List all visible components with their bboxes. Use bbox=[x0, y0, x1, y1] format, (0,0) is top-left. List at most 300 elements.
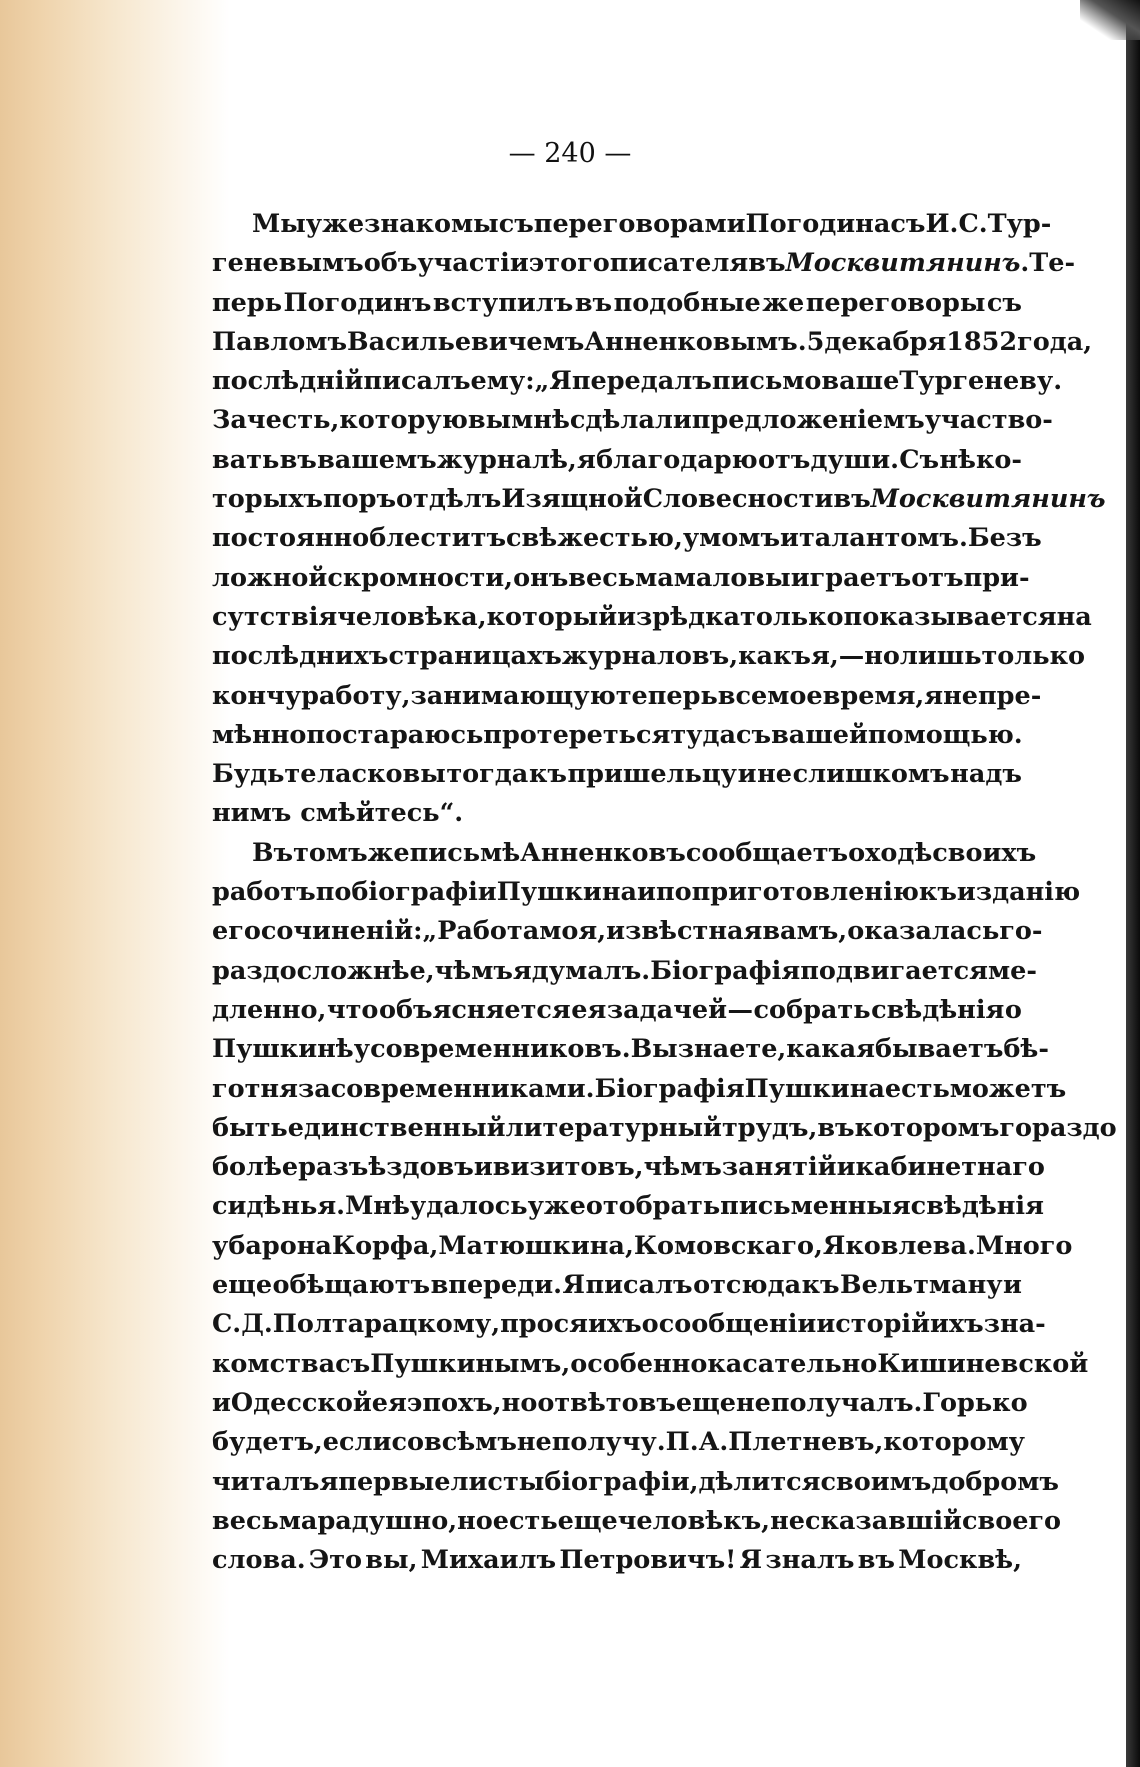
word: не bbox=[735, 1387, 771, 1418]
word: страницахъ bbox=[388, 641, 562, 672]
word: получалъ. bbox=[770, 1387, 923, 1418]
word: нѣко- bbox=[939, 444, 1022, 475]
word: предложеніемъ bbox=[691, 405, 925, 436]
word: и bbox=[637, 877, 656, 908]
word: теперь bbox=[615, 680, 718, 711]
word: и bbox=[473, 1152, 493, 1183]
word: Вельтману bbox=[840, 1270, 1003, 1301]
word: отсюда bbox=[693, 1270, 802, 1301]
word: Безъ bbox=[967, 523, 1042, 554]
text-line bbox=[212, 598, 1092, 637]
word: умомъ bbox=[682, 523, 781, 554]
word: Погодина bbox=[745, 209, 891, 239]
word: уже bbox=[305, 209, 365, 239]
word: быть bbox=[212, 1112, 288, 1143]
word: дленно, bbox=[212, 994, 327, 1025]
word: Погодинъ bbox=[283, 287, 432, 318]
text-line bbox=[212, 441, 1022, 480]
word: Тур- bbox=[987, 209, 1052, 239]
word: туда bbox=[670, 719, 736, 750]
italic-title: Москвитянинъ bbox=[870, 484, 1106, 515]
word: писателя bbox=[609, 248, 749, 279]
word: разъѣздовъ bbox=[298, 1152, 474, 1183]
word: отъ bbox=[911, 562, 964, 593]
page-binding-edge bbox=[1126, 0, 1140, 1767]
word: переговорами bbox=[533, 209, 746, 239]
body-text bbox=[212, 205, 1117, 1580]
text-line bbox=[212, 559, 1030, 598]
italic-title: Москвитянинъ bbox=[785, 248, 1021, 279]
word: время, bbox=[822, 680, 925, 711]
word: я bbox=[924, 680, 944, 711]
text-line bbox=[212, 716, 1022, 755]
word: объ bbox=[363, 248, 418, 279]
word: слова. bbox=[212, 1545, 306, 1576]
word: Тургеневу. bbox=[899, 366, 1063, 397]
word: весьма bbox=[568, 562, 674, 593]
word: извѣстная bbox=[606, 916, 763, 947]
word: касательно bbox=[707, 1348, 878, 1379]
word: зналъ bbox=[765, 1545, 855, 1576]
word: лишь bbox=[899, 641, 982, 672]
word: вать bbox=[212, 444, 280, 475]
word: Мнѣ bbox=[345, 1191, 410, 1222]
word: подвигается bbox=[800, 955, 989, 986]
word: Горько bbox=[922, 1387, 1028, 1418]
word: вашемъ bbox=[317, 444, 437, 475]
word: Словесности bbox=[642, 484, 834, 515]
word: литературный bbox=[505, 1112, 722, 1143]
word: я bbox=[577, 444, 596, 475]
word: обѣщаютъ bbox=[272, 1270, 431, 1301]
word: мало bbox=[673, 562, 748, 593]
word: Біографія bbox=[594, 1073, 745, 1104]
word: талантомъ. bbox=[798, 523, 968, 554]
word: знаете, bbox=[677, 1034, 787, 1065]
word: кабинетнаго bbox=[855, 1152, 1045, 1183]
text-line bbox=[212, 1384, 1028, 1423]
word: Михаилъ bbox=[420, 1545, 557, 1576]
word: же bbox=[367, 837, 410, 868]
word: прося bbox=[500, 1309, 588, 1340]
word: сидѣнья. bbox=[212, 1191, 346, 1222]
word: раздо bbox=[212, 955, 297, 986]
word: 1852 bbox=[946, 326, 1018, 357]
word: торыхъ bbox=[212, 484, 323, 515]
word: Павломъ bbox=[212, 326, 348, 357]
word: вамъ, bbox=[762, 916, 848, 947]
word: по bbox=[655, 877, 692, 908]
word: на bbox=[1056, 601, 1092, 632]
word: ме- bbox=[988, 955, 1037, 986]
word: А. bbox=[698, 1427, 729, 1458]
word: писалъ bbox=[585, 1270, 693, 1301]
word: весьма bbox=[212, 1505, 318, 1536]
text-line bbox=[212, 873, 1081, 912]
word: Анненковъ bbox=[520, 837, 686, 868]
word: „Я bbox=[534, 366, 572, 397]
word: 5 bbox=[806, 326, 825, 357]
word: Мы bbox=[252, 209, 306, 239]
word: выиграетъ bbox=[747, 562, 912, 593]
word: сообщаетъ bbox=[685, 837, 849, 868]
word: который bbox=[486, 601, 618, 632]
word: эпохъ, bbox=[406, 1387, 502, 1418]
word: своимъ bbox=[820, 1466, 932, 1497]
text-line bbox=[212, 362, 1063, 401]
word: радушно, bbox=[317, 1505, 458, 1536]
word: чѣмъ bbox=[434, 955, 513, 986]
page-corner-shadow bbox=[1080, 0, 1140, 40]
word: свѣжестью, bbox=[506, 523, 683, 554]
word: Пушкина bbox=[496, 877, 638, 908]
word: я bbox=[512, 955, 532, 986]
word: Москвитянинъ. bbox=[786, 244, 1030, 283]
word: бѣ- bbox=[1003, 1034, 1049, 1065]
word: въ bbox=[279, 444, 317, 475]
word: протереться bbox=[483, 719, 671, 750]
word: дѣлится bbox=[698, 1466, 821, 1497]
word: своихъ bbox=[932, 837, 1037, 868]
text-line bbox=[212, 834, 1037, 873]
word: еще bbox=[675, 1387, 736, 1418]
word: Пушкинымъ, bbox=[370, 1348, 571, 1379]
word: геневымъ bbox=[212, 248, 364, 279]
word: къ bbox=[801, 1270, 840, 1301]
word: Пушкинѣ bbox=[212, 1034, 354, 1065]
word: которую bbox=[339, 405, 468, 436]
word: Я bbox=[739, 1545, 763, 1576]
word: письменныя bbox=[720, 1191, 911, 1222]
word: же bbox=[762, 287, 805, 318]
word: блеститъ bbox=[369, 523, 507, 554]
word: только bbox=[740, 601, 844, 632]
word: За bbox=[212, 405, 247, 436]
word: къ bbox=[918, 877, 957, 908]
word: Я bbox=[562, 1270, 585, 1301]
text-line bbox=[212, 1541, 1022, 1580]
word: души. bbox=[810, 444, 900, 475]
word: по bbox=[315, 877, 352, 908]
word: Васильевичемъ bbox=[347, 326, 585, 357]
word: переговоры bbox=[805, 287, 986, 318]
word: кончу bbox=[212, 680, 302, 711]
word: участіи bbox=[417, 248, 529, 279]
word: свѣдѣнія bbox=[871, 994, 1005, 1025]
word: о bbox=[641, 1309, 659, 1340]
word: послѣднихъ bbox=[212, 641, 389, 672]
word: писалъ bbox=[363, 366, 471, 397]
text-line bbox=[212, 794, 1022, 833]
word: передалъ bbox=[571, 366, 712, 397]
word: письмо bbox=[711, 366, 822, 397]
word: журналѣ, bbox=[436, 444, 577, 475]
word: изданію bbox=[956, 877, 1081, 908]
word: добромъ bbox=[931, 1466, 1059, 1497]
word: о bbox=[1004, 994, 1022, 1025]
text-line bbox=[212, 1030, 1049, 1069]
word: все bbox=[717, 680, 768, 711]
word: журналовъ, bbox=[561, 641, 739, 672]
word: слишкомъ bbox=[792, 759, 950, 790]
word: у bbox=[212, 1230, 229, 1261]
word: и bbox=[212, 1387, 231, 1418]
word: читалъ bbox=[212, 1466, 320, 1497]
word: сложнѣе, bbox=[296, 955, 435, 986]
word: сообщеніи bbox=[658, 1309, 817, 1340]
word: современниками. bbox=[330, 1073, 595, 1104]
word: декабря bbox=[824, 326, 947, 357]
word: задачей bbox=[606, 994, 727, 1025]
word: будетъ, bbox=[212, 1427, 323, 1458]
word: помощью. bbox=[867, 719, 1023, 750]
word: вступилъ bbox=[432, 287, 574, 318]
word: подобные bbox=[613, 287, 761, 318]
word: поръ bbox=[322, 484, 397, 515]
word: Пушкина bbox=[744, 1073, 885, 1104]
word: Д. bbox=[241, 1309, 273, 1340]
word: мѣнно bbox=[212, 719, 307, 750]
text-line bbox=[212, 401, 1053, 440]
word: гораздо bbox=[999, 1112, 1117, 1143]
word: томъ bbox=[293, 837, 368, 868]
word: есть bbox=[492, 1505, 558, 1536]
word: сдѣлали bbox=[569, 405, 692, 436]
word: исторій bbox=[816, 1309, 931, 1340]
word: не bbox=[757, 759, 793, 790]
text-line bbox=[212, 1423, 1025, 1462]
text-line bbox=[212, 1187, 1044, 1226]
word: моя, bbox=[539, 916, 607, 947]
word: болѣе bbox=[212, 1152, 299, 1183]
word: но bbox=[501, 1387, 538, 1418]
word: въ bbox=[574, 287, 613, 318]
word: барона bbox=[228, 1230, 332, 1261]
word: при- bbox=[963, 562, 1030, 593]
word: Яковлева. bbox=[822, 1230, 976, 1261]
word: „Работа bbox=[422, 916, 540, 947]
word: думалъ. bbox=[531, 955, 651, 986]
text-line bbox=[212, 1502, 1062, 1541]
word: этого bbox=[528, 248, 610, 279]
word: письмѣ bbox=[409, 837, 521, 868]
word: получу. bbox=[551, 1427, 666, 1458]
word: И. bbox=[925, 209, 959, 239]
word: онъ bbox=[513, 562, 569, 593]
word: еще bbox=[557, 1505, 618, 1536]
word: Комовскаго, bbox=[633, 1230, 823, 1261]
word: Вы bbox=[630, 1034, 678, 1065]
word: пришельцу bbox=[567, 759, 738, 790]
word: работъ bbox=[212, 877, 316, 908]
word: визитовъ, bbox=[492, 1152, 644, 1183]
word: Много bbox=[975, 1230, 1073, 1261]
word: Полтарацкому, bbox=[272, 1309, 501, 1340]
word: Те- bbox=[1029, 248, 1076, 279]
word: человѣкъ, bbox=[617, 1505, 771, 1536]
word: Анненковымъ. bbox=[584, 326, 807, 357]
word: какъ bbox=[738, 641, 811, 672]
word: П. bbox=[665, 1427, 699, 1458]
word: еще bbox=[212, 1270, 273, 1301]
text-line bbox=[212, 323, 1093, 362]
text-line bbox=[212, 1345, 1089, 1384]
word: какая bbox=[786, 1034, 876, 1065]
word: у bbox=[353, 1034, 371, 1065]
word: приготовленію bbox=[691, 877, 919, 908]
word: первые bbox=[338, 1466, 451, 1497]
word: зна- bbox=[983, 1309, 1046, 1340]
word: я,—но bbox=[811, 641, 900, 672]
word: комства bbox=[212, 1348, 336, 1379]
word: что bbox=[326, 994, 379, 1025]
text-line bbox=[212, 284, 1022, 323]
word: непре- bbox=[943, 680, 1042, 711]
word: участво- bbox=[924, 405, 1053, 436]
word: послѣдній bbox=[212, 366, 364, 397]
word: о bbox=[848, 837, 866, 868]
word: собрать bbox=[753, 994, 871, 1025]
word: занятій bbox=[721, 1152, 837, 1183]
word: постоянно bbox=[212, 523, 370, 554]
text-line bbox=[212, 244, 1076, 283]
word: нимъ bbox=[212, 798, 292, 829]
word: совсѣмъ bbox=[391, 1427, 517, 1458]
text-line bbox=[212, 952, 1037, 991]
word: сказавшій bbox=[804, 1505, 962, 1536]
word: не bbox=[516, 1427, 552, 1458]
word: за bbox=[297, 1073, 331, 1104]
word: вашей bbox=[771, 719, 868, 750]
word: перь bbox=[212, 287, 283, 318]
word: вы bbox=[467, 405, 512, 436]
word bbox=[871, 480, 1106, 519]
word: ему: bbox=[470, 366, 535, 397]
word: сутствія bbox=[212, 601, 338, 632]
word: Біографія bbox=[650, 955, 801, 986]
word: человѣка, bbox=[337, 601, 487, 632]
text-line bbox=[212, 1109, 1117, 1148]
word: показывается bbox=[843, 601, 1057, 632]
text-line bbox=[212, 1266, 1022, 1305]
word: съ bbox=[986, 287, 1022, 318]
word: вы, bbox=[365, 1545, 418, 1576]
word: Корфа, bbox=[331, 1230, 439, 1261]
word: Матюшкина, bbox=[438, 1230, 634, 1261]
text-line bbox=[212, 755, 1022, 794]
word: современниковъ. bbox=[370, 1034, 631, 1065]
word: С. bbox=[958, 209, 988, 239]
word: ложной bbox=[212, 562, 328, 593]
word: ходѣ bbox=[865, 837, 933, 868]
word: ихъ bbox=[587, 1309, 642, 1340]
word: съ bbox=[335, 1348, 371, 1379]
word: Одесской bbox=[230, 1387, 372, 1418]
word: — bbox=[727, 994, 754, 1025]
word: занимающую bbox=[410, 680, 616, 711]
word: Кишиневской bbox=[877, 1348, 1089, 1379]
word: тогда bbox=[446, 759, 529, 790]
word: Съ bbox=[899, 444, 940, 475]
word: съ bbox=[890, 209, 926, 239]
text-line bbox=[212, 637, 1086, 676]
word: Плетневъ, bbox=[728, 1427, 884, 1458]
word: можетъ bbox=[949, 1073, 1067, 1104]
word: къ bbox=[528, 759, 567, 790]
word: въ bbox=[817, 1112, 855, 1143]
text-line bbox=[212, 519, 1042, 558]
word: бываетъ bbox=[875, 1034, 1004, 1065]
word: своего bbox=[961, 1505, 1062, 1536]
word: только bbox=[981, 641, 1086, 672]
word: не bbox=[770, 1505, 805, 1536]
word: свѣдѣнія bbox=[910, 1191, 1044, 1222]
word: объясняется bbox=[378, 994, 571, 1025]
word: Петровичъ! bbox=[559, 1545, 737, 1576]
word: и bbox=[1003, 1270, 1022, 1301]
text-line bbox=[212, 480, 1106, 519]
word: въ bbox=[833, 484, 871, 515]
word: постараюсь bbox=[306, 719, 484, 750]
word: Это bbox=[308, 1545, 363, 1576]
word: изрѣдка bbox=[617, 601, 741, 632]
word: чѣмъ bbox=[643, 1152, 722, 1183]
text-line bbox=[212, 1148, 1045, 1187]
word: оказалась bbox=[847, 916, 1000, 947]
word: смѣйтесь“. bbox=[300, 798, 464, 829]
word: ласковы bbox=[317, 759, 446, 790]
word: сочиненій: bbox=[260, 916, 423, 947]
word: ея bbox=[371, 1387, 407, 1418]
word: и bbox=[780, 523, 799, 554]
word: но bbox=[457, 1505, 493, 1536]
word: я bbox=[319, 1466, 339, 1497]
text-line bbox=[212, 1463, 1059, 1502]
word: Въ bbox=[252, 837, 294, 868]
word: мнѣ bbox=[511, 405, 570, 436]
word: въ bbox=[857, 1545, 895, 1576]
word: особенно bbox=[570, 1348, 708, 1379]
word: скромности, bbox=[327, 562, 514, 593]
word: отвѣтовъ bbox=[537, 1387, 676, 1418]
word: біографіи bbox=[351, 877, 497, 908]
page-number: — 240 — bbox=[508, 138, 632, 169]
word: единственный bbox=[287, 1112, 506, 1143]
word: и bbox=[737, 759, 757, 790]
word: трудъ, bbox=[721, 1112, 818, 1143]
word: уже bbox=[527, 1191, 586, 1222]
word: знакомы bbox=[364, 209, 499, 239]
text-line bbox=[212, 1070, 1067, 1109]
word: ея bbox=[571, 994, 607, 1025]
word: года, bbox=[1017, 326, 1093, 357]
word: удалось bbox=[409, 1191, 528, 1222]
word: Изящной bbox=[501, 484, 643, 515]
word: біографіи, bbox=[544, 1466, 699, 1497]
text-line bbox=[212, 1227, 1073, 1266]
word: листы bbox=[450, 1466, 545, 1497]
word: если bbox=[322, 1427, 392, 1458]
word: отъ bbox=[757, 444, 811, 475]
word: Москвѣ, bbox=[898, 1545, 1022, 1576]
word: которомъ bbox=[854, 1112, 1000, 1143]
word: честь, bbox=[246, 405, 340, 436]
text-line bbox=[212, 1305, 1046, 1344]
word: работу, bbox=[301, 680, 411, 711]
word: ваше bbox=[821, 366, 900, 397]
word: С. bbox=[212, 1309, 242, 1340]
text-line bbox=[212, 205, 1052, 244]
